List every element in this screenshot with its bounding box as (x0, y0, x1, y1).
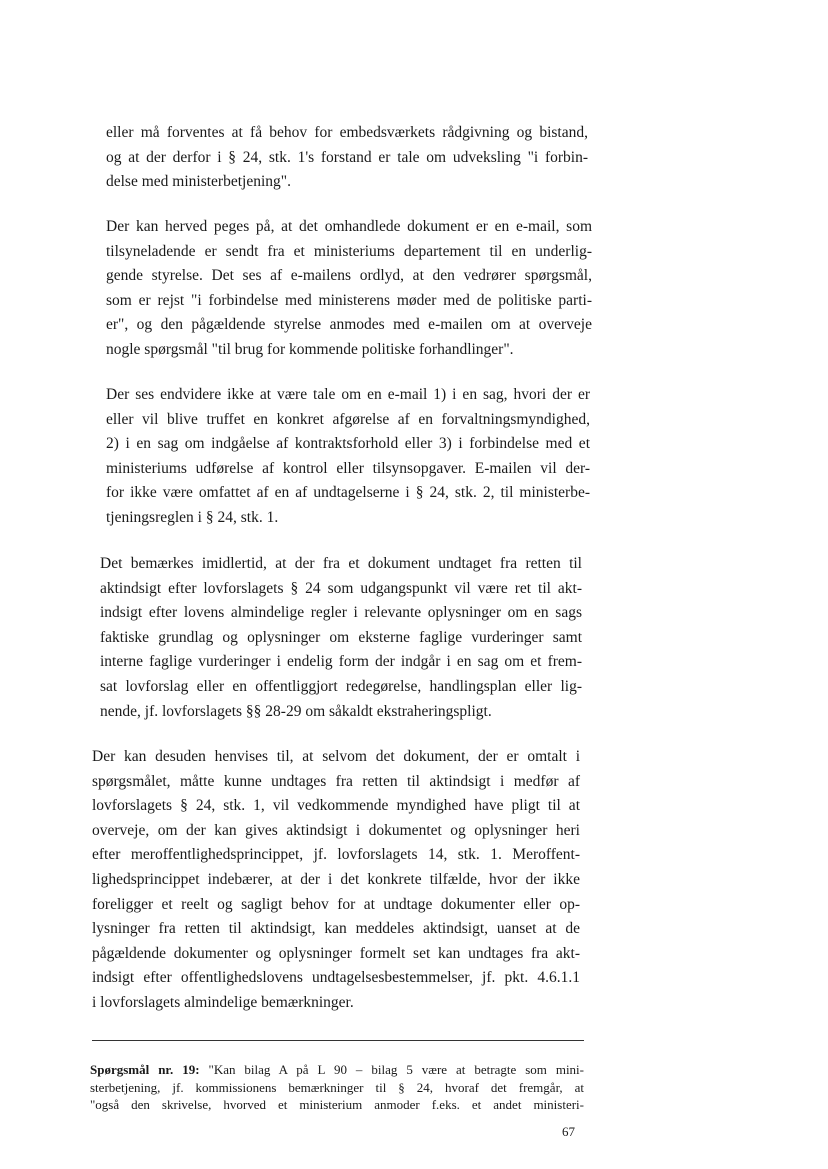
text-line: eller må forventes at få behov for embedsværkets rådgivning og bistand, (106, 124, 588, 141)
paragraph-1 (106, 121, 588, 195)
footnote-line: sterbetjening, jf. kommissionens bemærkninger til § 24, hvoraf det fremgår, at (90, 1079, 584, 1095)
text-line: aktindsigt efter lovforslagets § 24 som udgangspunkt vil være ret til akt- (100, 579, 582, 597)
page-number: 67 (562, 1124, 575, 1139)
text-line: i lovforslagets almindelige bemærkninger. (92, 993, 354, 1011)
text-line: faktiske grundlag og oplysninger om eksterne faglige vurderinger samt (100, 628, 582, 646)
text-line: ministeriums udførelse af kontrol eller tilsynsopgaver. E-mailen vil der- (106, 459, 590, 477)
text-line: er", og den pågældende styrelse anmodes med e-mailen om at overveje (106, 316, 592, 334)
text-line: og at der derfor i § 24, stk. 1's forstand er tale om udveksling "i forbin- (106, 148, 588, 166)
text-line: nogle spørgsmål "til brug for kommende politiske forhandlinger". (106, 340, 514, 358)
text-line: Det bemærkes imidlertid, at der fra et dokument undtaget fra retten til (100, 555, 582, 572)
footnote-label: Spørgsmål nr. 19: (90, 1062, 200, 1077)
text-line: gende styrelse. Det ses af e-mailens ordlyd, at den vedrører spørgsmål, (106, 267, 592, 285)
footnote (90, 1061, 584, 1114)
text-line: eller vil blive truffet en konkret afgørelse af en forvaltningsmyndighed, (106, 410, 590, 428)
paragraph-4 (100, 552, 582, 724)
text-line: tjeningsreglen i § 24, stk. 1. (106, 508, 279, 526)
paragraph-5 (92, 745, 580, 1016)
text-line: lysninger fra retten til aktindsigt, kan meddeles aktindsigt, uanset at de (92, 920, 580, 938)
text-line: Der kan desuden henvises til, at selvom det dokument, der er omtalt i (92, 748, 580, 765)
text-line: spørgsmålet, måtte kunne undtages fra retten til aktindsigt i medfør af (92, 772, 580, 790)
text-line: interne faglige vurderinger i endelig form der indgår i en sag om et frem- (100, 653, 582, 671)
text-line: nende, jf. lovforslagets §§ 28-29 om såkaldt ekstraheringspligt. (100, 702, 492, 720)
text-line: 2) i en sag om indgåelse af kontraktsforhold eller 3) i forbindelse med et (106, 435, 590, 453)
footnote-text: "Kan bilag A på L 90 – bilag 5 være at betragte som mini- (199, 1062, 584, 1077)
text-line: Der kan herved peges på, at det omhandlede dokument er en e-mail, som (106, 218, 592, 235)
text-line: Der ses endvidere ikke at være tale om en e-mail 1) i en sag, hvori der er (106, 386, 590, 403)
footnote-line: "også den skrivelse, hvorved et ministerium anmoder f.eks. et andet ministeri- (90, 1097, 584, 1112)
text-line: tilsyneladende er sendt fra et ministeriums departement til en underlig- (106, 242, 592, 260)
text-line: som er rejst "i forbindelse med ministerens møder med de politiske parti- (106, 291, 592, 309)
text-line: efter meroffentlighedsprincippet, jf. lovforslagets 14, stk. 1. Meroffent- (92, 846, 580, 864)
text-line: pågældende dokumenter og oplysninger formelt set kan undtages fra akt- (92, 944, 580, 962)
footnote-line (90, 1061, 584, 1079)
text-line: lighedsprincippet indebærer, at der i det konkrete tilfælde, hvor der ikke (92, 870, 580, 888)
paragraph-2 (106, 215, 592, 363)
text-line: indsigt efter lovens almindelige regler i relevante oplysninger om en sags (100, 604, 582, 622)
text-line: delse med ministerbetjening". (106, 173, 291, 191)
text-line: indsigt efter offentlighedslovens undtagelsesbestemmelser, jf. pkt. 4.6.1.1 (92, 969, 580, 987)
text-line: sat lovforslag eller en offentliggjort redegørelse, handlingsplan eller lig- (100, 677, 582, 695)
text-line: foreligger et reelt og sagligt behov for at undtage dokumenter eller op- (92, 895, 580, 913)
text-line: for ikke være omfattet af en af undtagelserne i § 24, stk. 2, til ministerbe- (106, 484, 590, 502)
footnote-divider (92, 1040, 584, 1041)
text-line: overveje, om der kan gives aktindsigt i dokumentet og oplysninger heri (92, 821, 580, 839)
paragraph-3 (106, 383, 590, 531)
text-line: lovforslagets § 24, stk. 1, vil vedkommende myndighed have pligt til at (92, 797, 580, 815)
